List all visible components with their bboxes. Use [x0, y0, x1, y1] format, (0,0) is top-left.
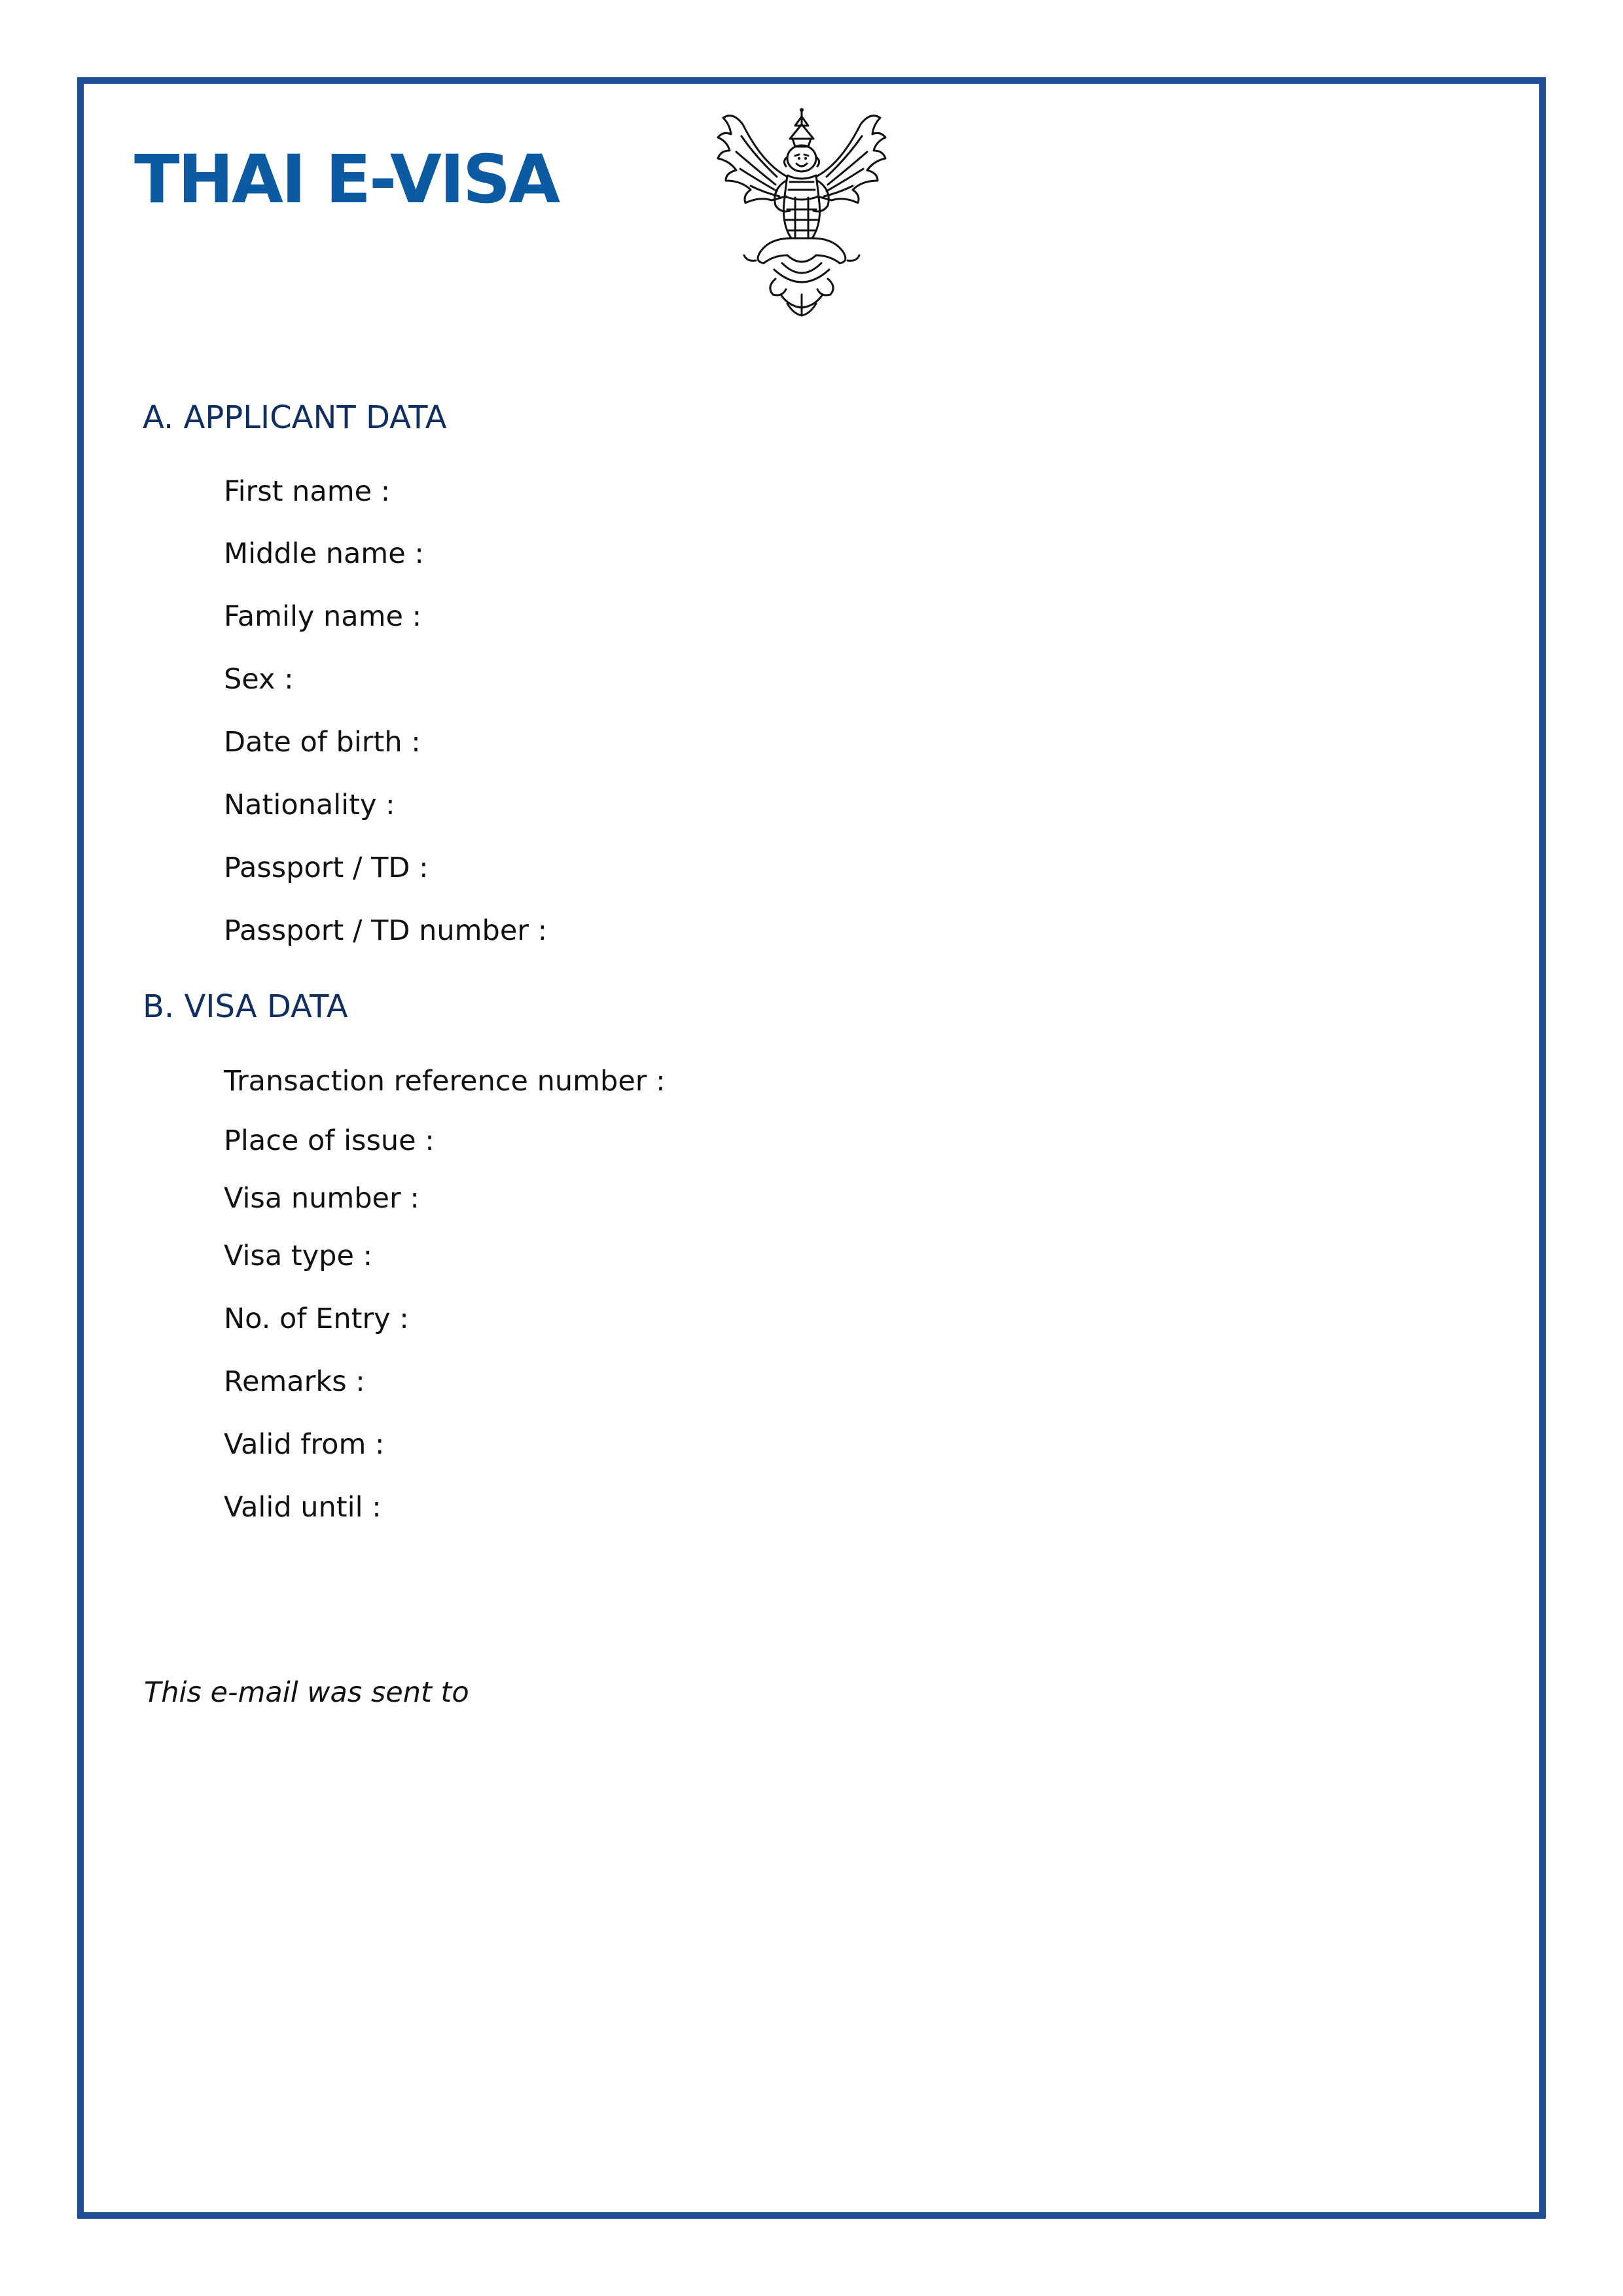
field-label-sex: Sex : [224, 663, 294, 696]
field-label-visa-number: Visa number : [224, 1182, 419, 1215]
document-title: THAI E-VISA [134, 141, 559, 219]
field-label-transaction-reference-number: Transaction reference number : [224, 1065, 666, 1098]
field-label-passport-td: Passport / TD : [224, 852, 429, 884]
field-label-middle-name: Middle name : [224, 537, 424, 570]
field-label-family-name: Family name : [224, 600, 422, 633]
garuda-emblem-icon [704, 98, 900, 321]
field-label-place-of-issue: Place of issue : [224, 1124, 435, 1157]
field-label-valid-from: Valid from : [224, 1428, 385, 1461]
field-label-no-of-entry: No. of Entry : [224, 1302, 409, 1335]
field-label-nationality: Nationality : [224, 789, 395, 821]
email-sent-note: This e-mail was sent to [144, 1676, 469, 1709]
field-label-first-name: First name : [224, 475, 391, 508]
section-a-heading: A. APPLICANT DATA [143, 399, 447, 436]
field-label-visa-type: Visa type : [224, 1240, 373, 1272]
field-label-valid-until: Valid until : [224, 1491, 382, 1524]
field-label-passport-td-number: Passport / TD number : [224, 914, 548, 947]
section-b-heading: B. VISA DATA [143, 988, 348, 1025]
field-label-date-of-birth: Date of birth : [224, 726, 421, 759]
field-label-remarks: Remarks : [224, 1365, 365, 1398]
